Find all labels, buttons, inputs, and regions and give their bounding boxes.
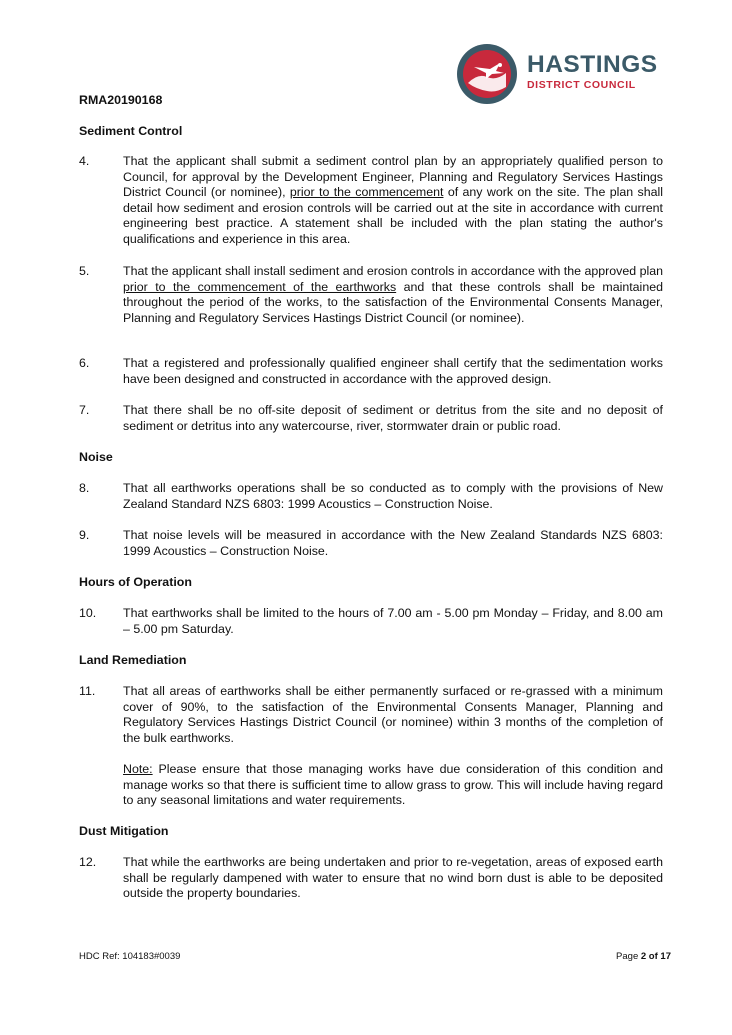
heading-noise: Noise (79, 450, 113, 464)
condition-text: That while the earthworks are being undertaken and prior to re-vegetation, areas of exposed earth shall be regularly dampened with water to ensure that no wind born dust is able to be deposited outside the property boundaries. (123, 855, 663, 901)
condition-text: That there shall be no off-site deposit of sediment or detritus from the site and no deposit of sediment or detritus into any watercourse, river, stormwater drain or public road. (123, 403, 663, 433)
condition-9 (79, 528, 663, 559)
underlined-phrase: prior to the commencement (289, 185, 444, 200)
heading-dust-mitigation: Dust Mitigation (79, 824, 169, 838)
condition-number: 8. (79, 481, 90, 495)
condition-11 (79, 684, 663, 746)
document-reference: RMA20190168 (79, 93, 163, 107)
logo-subtitle: DISTRICT COUNCIL (527, 79, 636, 91)
condition-number: 6. (79, 356, 90, 370)
condition-text: That noise levels will be measured in accordance with the New Zealand Standards NZS 6803: 1999 Acoustics – Construction Noise. (123, 528, 663, 558)
condition-number: 10. (79, 606, 97, 620)
condition-number: 4. (79, 154, 90, 168)
heading-sediment-control: Sediment Control (79, 124, 183, 138)
condition-7 (79, 403, 663, 434)
condition-text: That the applicant shall submit a sediment control plan by an appropriately qualified person to Council, for approval by the Development Engineer, Planning and Regulatory Services Hastings District Council (or nominee), prior to the commencement of any work on the site. The plan shall detail how sediment and erosion controls will be carried out at the site in accordance with current engineering best practice. A statement shall be included with the plan stating the author's qualifications and experience in this area. (123, 154, 663, 246)
condition-text: That earthworks shall be limited to the hours of 7.00 am - 5.00 pm Monday – Friday, and 8.00 am – 5.00 pm Saturday. (123, 606, 663, 636)
note-label: Note: (123, 762, 153, 776)
condition-text: That a registered and professionally qualified engineer shall certify that the sedimentation works have been designed and constructed in accordance with the approved design. (123, 356, 663, 386)
underlined-phrase: prior to the commencement of the earthworks (123, 279, 397, 294)
heading-hours-of-operation: Hours of Operation (79, 575, 192, 589)
condition-10 (79, 606, 663, 637)
condition-number: 9. (79, 528, 90, 542)
note-paragraph (123, 762, 663, 809)
condition-number: 5. (79, 264, 90, 278)
condition-number: 12. (79, 855, 97, 869)
condition-5 (79, 264, 663, 326)
condition-text: That all earthworks operations shall be so conducted as to comply with the provisions of New Zealand Standard NZS 6803: 1999 Acoustics – Construction Noise. (123, 481, 663, 511)
condition-number: 11. (79, 684, 96, 698)
note-text: Please ensure that those managing works have due consideration of this condition and manage works so that there is sufficient time to allow grass to grow. This will include having regard to any seasonal limitations and water requirements. (123, 762, 663, 808)
condition-number: 7. (79, 403, 90, 417)
condition-12 (79, 855, 663, 902)
condition-4 (79, 154, 663, 248)
council-emblem-icon (456, 43, 522, 105)
heading-land-remediation: Land Remediation (79, 653, 187, 667)
logo-name: HASTINGS (527, 51, 658, 78)
page-number: Page 2 of 17 (616, 951, 671, 962)
condition-8 (79, 481, 663, 512)
hastings-logo (456, 43, 666, 105)
footer-reference: HDC Ref: 104183#0039 (79, 951, 181, 962)
condition-text: That all areas of earthworks shall be either permanently surfaced or re-grassed with a minimum cover of 90%, to the satisfaction of the Environmental Consents Manager, Planning and Regulatory Services Hastings District Council (or nominee) within 3 months of the completion of the bulk earthworks. (123, 684, 663, 745)
condition-text: That the applicant shall install sediment and erosion controls in accordance with the approved plan prior to the commencement of the earthworks and that these controls shall be maintained throughout the period of the works, to the satisfaction of the Environmental Consents Manager, Planning and Regulatory Services Hastings District Council (or nominee). (123, 264, 664, 325)
condition-6 (79, 356, 663, 387)
